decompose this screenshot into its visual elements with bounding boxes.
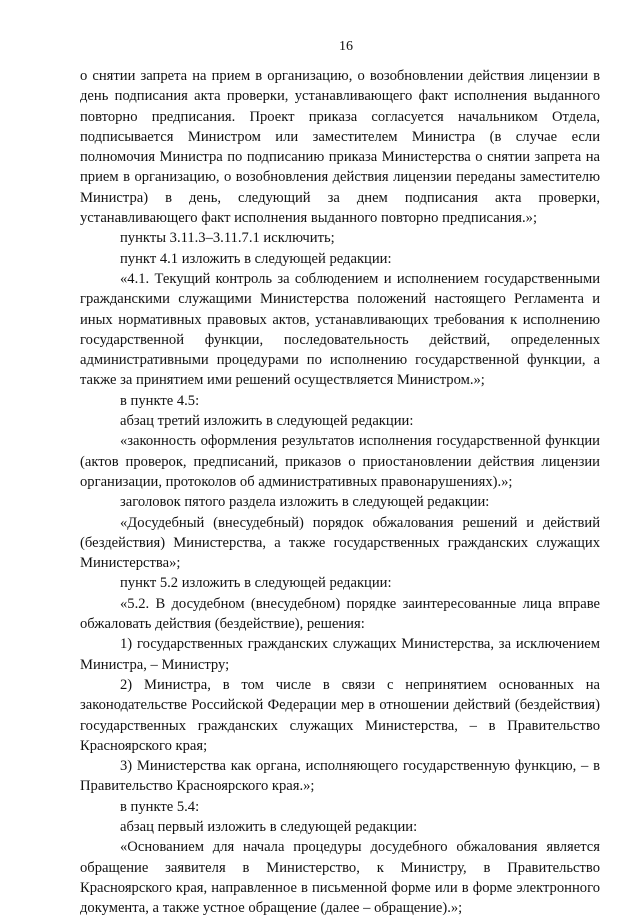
paragraph: 1) государственных гражданских служащих Министерства, за исключением Министра, – Министру; xyxy=(80,636,600,673)
paragraph: 3) Министерства как органа, исполняющего государственную функцию, – в Правительство Красноярского края.»; xyxy=(80,758,600,795)
paragraph: «4.1. Текущий контроль за соблюдением и исполнением государственными гражданскими служащими Министерства положений настоящего Регламента и иных нормативных правовых актов, устанавливающих требования к исполнению государственной функции, последовательность действий, определенных административными процедурами по исполнению государственной функции, а также за принятием ими решений осуществляется Министром.»; xyxy=(80,270,600,389)
paragraph: пункт 4.1 изложить в следующей редакции: xyxy=(120,250,392,267)
paragraph: в пункте 4.5: xyxy=(120,392,200,409)
paragraph: «законность оформления результатов исполнения государственной функции (актов проверок, предписаний, приказов о приостановлении действия лицензии организации, протоколов об административных правонарушениях).»; xyxy=(80,433,600,490)
paragraph: пункт 5.2 изложить в следующей редакции: xyxy=(120,575,392,592)
paragraph: заголовок пятого раздела изложить в следующей редакции: xyxy=(120,494,490,511)
paragraph: «Досудебный (внесудебный) порядок обжалования решений и действий (бездействия) Министерства, а также государственных гражданских служащих Министерства»; xyxy=(80,514,600,572)
paragraph: «Основанием для начала процедуры досудебного обжалования является обращение заявителя в Министерство, к Министру, в Правительство Красноярского края, направленное в письменной форме или в форме электронного документа, а также устное обращение (далее – обращение).»; xyxy=(80,839,600,917)
paragraph: абзац первый изложить в следующей редакции: xyxy=(120,818,418,835)
paragraph: абзац третий изложить в следующей редакции: xyxy=(120,413,414,430)
paragraph: пункты 3.11.3–3.11.7.1 исключить; xyxy=(120,230,335,247)
page-number: 16 xyxy=(339,39,353,54)
paragraph: в пункте 5.4: xyxy=(120,798,200,815)
paragraph: о снятии запрета на прием в организацию, о возобновлении действия лицензии в день подписания акта проверки, устанавливающего факт исполнения выданного повторно предписания. Проект приказа согласуется начальником Отдела, подписывается Министром или заместителем Министра (в случае если полномочия Министра по подписанию приказа Министерства о снятии запрета на прием в организацию, о возобновления действия лицензии переданы заместителю Министра) в день, следующий за днем подписания акта проверки, устанавливающего факт исполнения выданного повторно предписания.»; xyxy=(80,68,600,227)
paragraph: 2) Министра, в том числе в связи с непринятием основанных на законодательстве Российской Федерации мер в отношении действий (бездействия) государственных гражданских служащих Министерства, – в Правительство Красноярского края; xyxy=(80,676,600,754)
paragraph: «5.2. В досудебном (внесудебном) порядке заинтересованные лица вправе обжаловать действия (бездействие), решения: xyxy=(80,595,600,633)
document-body xyxy=(80,66,600,918)
